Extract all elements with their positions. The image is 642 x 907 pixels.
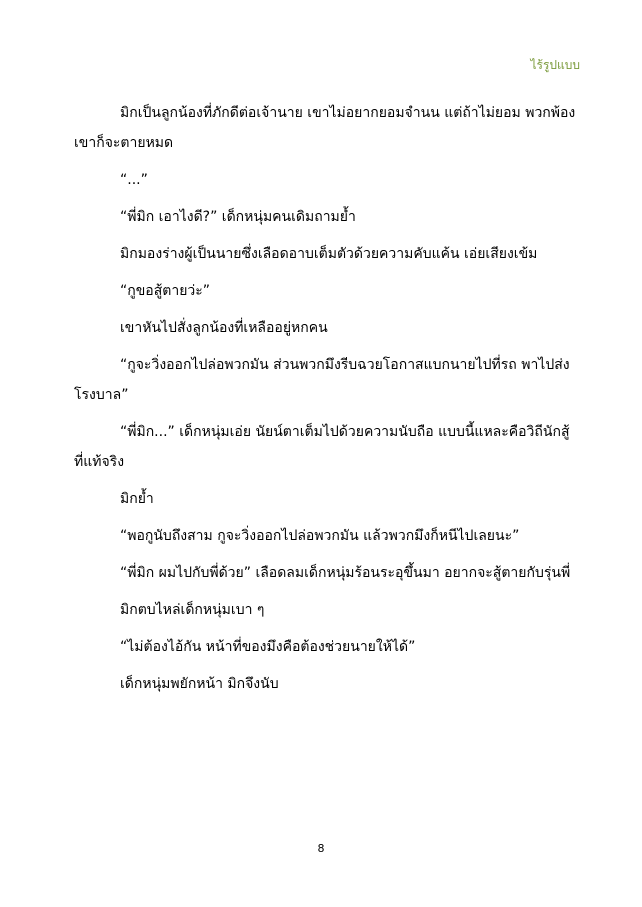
paragraph: “พี่มิก ผมไปกับพี่ด้วย” เลือดลมเด็กหนุ่มร้อนระอุขึ้นมา อยากจะสู้ตายกับรุ่นพี่ bbox=[120, 565, 571, 581]
paragraph: “พี่มิก...” เด็กหนุ่มเอ่ย นัยน์ตาเต็มไปด้วยความนับถือ แบบนี้แหละคือวิถีนักสู้ที่แท้จริง bbox=[74, 424, 570, 470]
paragraph: มิกตบไหล่เด็กหนุ่มเบา ๆ bbox=[120, 602, 265, 618]
paragraph: “...” bbox=[120, 172, 148, 188]
paragraph: “กูขอสู้ตายว่ะ” bbox=[120, 283, 211, 299]
paragraph: มิกย้ำ bbox=[120, 491, 154, 507]
paragraph: มิกมองร่างผู้เป็นนายซึ่งเลือดอาบเต็มตัวด้วยความคับแค้น เอ่ยเสียงเข้ม bbox=[120, 246, 538, 262]
paragraph: “กูจะวิ่งออกไปล่อพวกมัน ส่วนพวกมึงรีบฉวยโอกาสแบกนายไปที่รถ พาไปส่งโรงบาล” bbox=[74, 357, 570, 403]
running-header-title: ไร้รูปแบบ bbox=[530, 58, 580, 72]
paragraph: “พอกูนับถึงสาม กูจะวิ่งออกไปล่อพวกมัน แล้วพวกมึงก็หนีไปเลยนะ” bbox=[120, 528, 520, 544]
body-text bbox=[74, 98, 586, 706]
paragraph: “ไม่ต้องไอ้กัน หน้าที่ของมึงคือต้องช่วยนายให้ได้” bbox=[120, 639, 416, 655]
paragraph: เขาหันไปสั่งลูกน้องที่เหลืออยู่หกคน bbox=[120, 320, 328, 336]
page-number: 8 bbox=[317, 842, 325, 855]
paragraph: “พี่มิก เอาไงดี?” เด็กหนุ่มคนเดิมถามย้ำ bbox=[120, 209, 356, 225]
paragraph: เด็กหนุ่มพยักหน้า มิกจึงนับ bbox=[120, 676, 279, 692]
paragraph: มิกเป็นลูกน้องที่ภักดีต่อเจ้านาย เขาไม่อยากยอมจำนน แต่ถ้าไม่ยอม พวกพ้องเขาก็จะตายหมด bbox=[74, 105, 576, 151]
